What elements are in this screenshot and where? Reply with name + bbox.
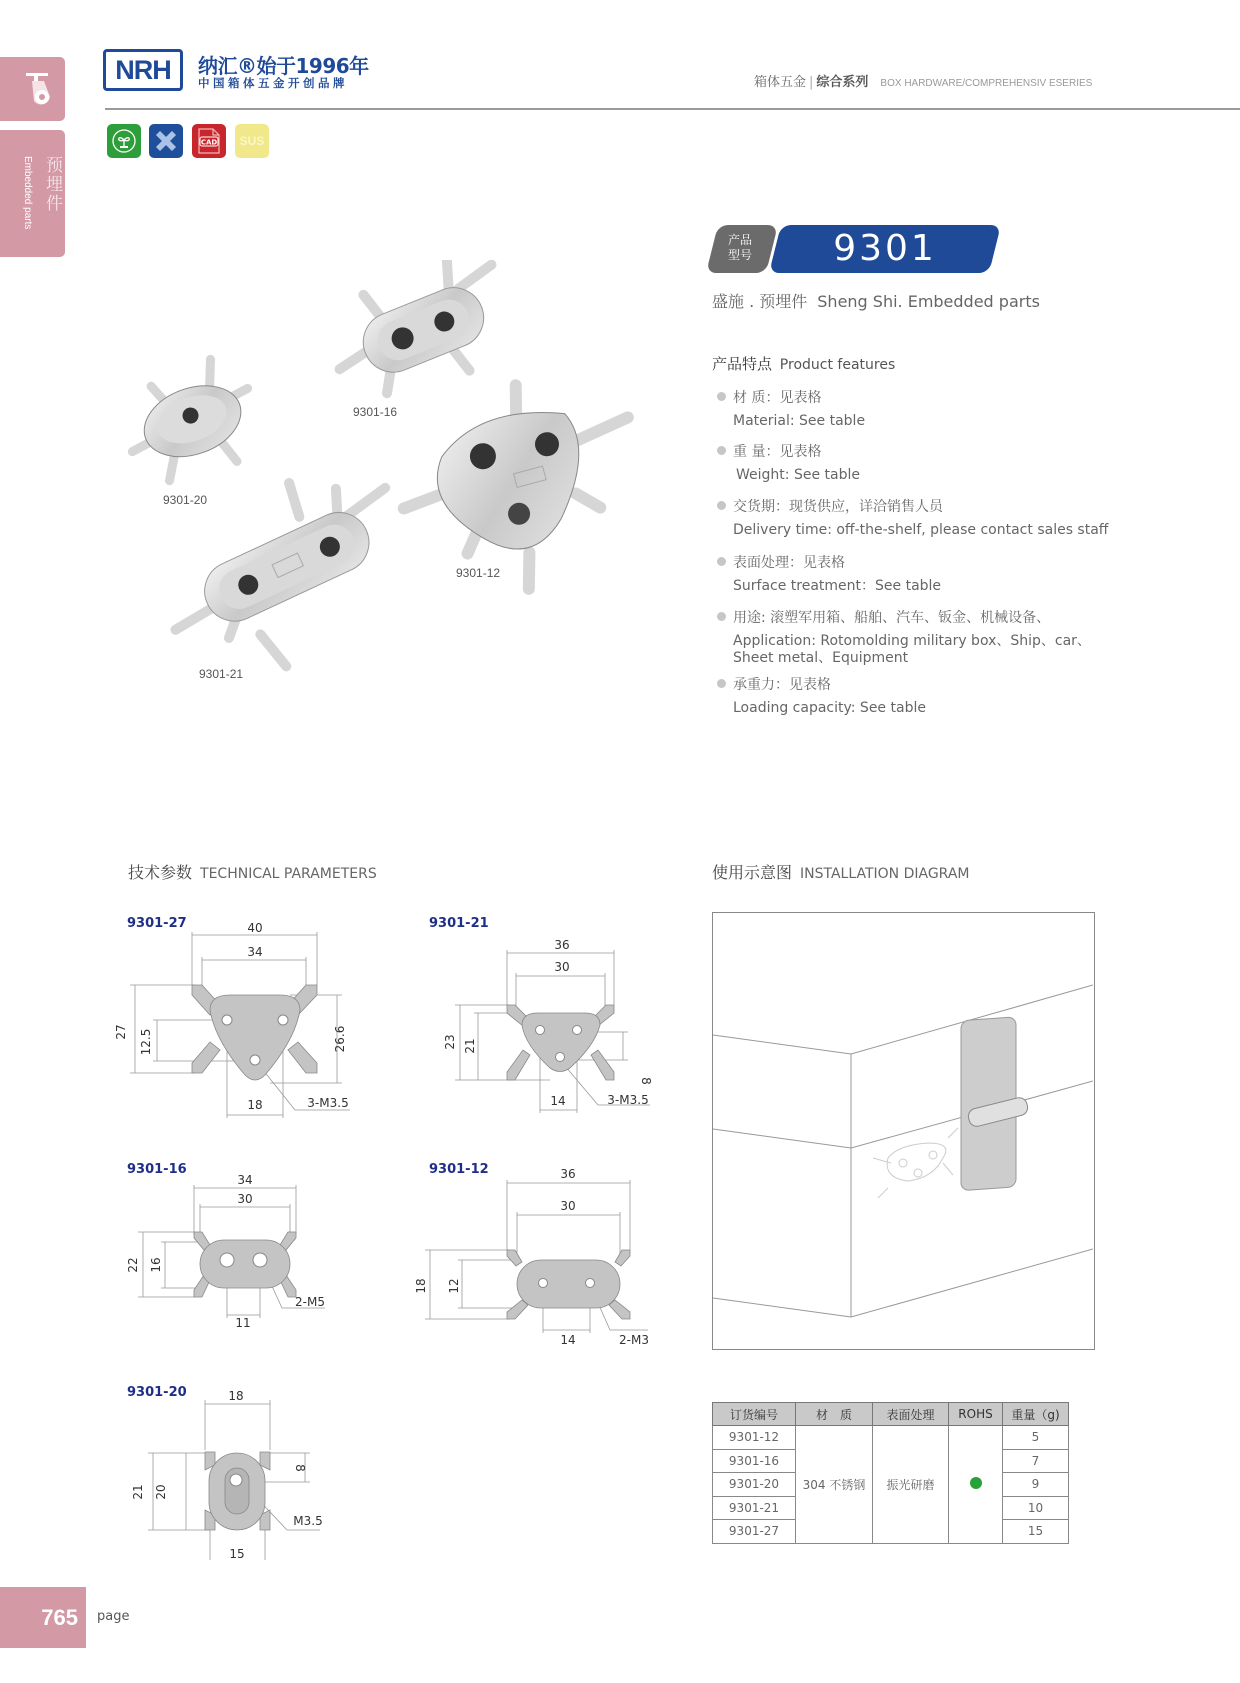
cad-file-icon (196, 127, 222, 155)
drawing-title-9301-12: 9301-12 (429, 1162, 489, 1177)
svg-text:26.6: 26.6 (333, 1025, 347, 1053)
svg-text:2-M3: 2-M3 (619, 1333, 649, 1347)
svg-text:14: 14 (560, 1333, 576, 1347)
installation-diagram-title: 使用示意图 INSTALLATION DIAGRAM (712, 863, 970, 882)
dims-9301-12 (414, 1167, 649, 1347)
order-code: 9301-12 (713, 1426, 796, 1450)
order-code: 9301-20 (713, 1473, 796, 1497)
product-label-9301-20: 9301-20 (163, 493, 208, 507)
col-weight: 重量（g) (1003, 1403, 1069, 1426)
features-title: 产品特点 Product features (712, 355, 896, 373)
drawing-title-9301-27: 9301-27 (127, 916, 187, 931)
svg-text:16: 16 (149, 1257, 163, 1273)
feature-loading: 承重力：见表格 Loading capacity: See table (717, 674, 926, 717)
installation-diagram (712, 912, 1095, 1350)
svg-text:40: 40 (247, 921, 263, 935)
caster-wheel-icon (24, 71, 54, 107)
product-9301-16-image (317, 260, 525, 416)
svg-text:8: 8 (293, 1464, 307, 1472)
page-label: page (97, 1609, 130, 1624)
weight: 9 (1003, 1473, 1069, 1497)
svg-text:CAD: CAD (200, 138, 218, 147)
product-9301-21-image (140, 447, 436, 690)
design-badge (149, 124, 183, 158)
product-9301-12-image (380, 359, 664, 614)
svg-text:22: 22 (126, 1257, 140, 1273)
svg-text:12: 12 (447, 1278, 461, 1294)
series-name: 综合系列 (816, 75, 869, 90)
weight: 5 (1003, 1426, 1069, 1450)
weight: 10 (1003, 1496, 1069, 1520)
series-english: BOX HARDWARE/COMPREHENSIV ESERIES (880, 78, 1093, 89)
rohs-cell (949, 1426, 1003, 1544)
product-label-9301-12: 9301-12 (456, 566, 501, 580)
product-label-9301-16: 9301-16 (353, 405, 398, 419)
surface-cell: 振光研磨 (873, 1426, 949, 1544)
brand-name: 纳汇®始于1996年 (198, 54, 369, 78)
rohs-indicator-icon (970, 1477, 982, 1489)
svg-text:18: 18 (247, 1098, 263, 1112)
technical-parameters-title: 技术参数 TECHNICAL PARAMETERS (128, 863, 377, 882)
svg-text:M3.5: M3.5 (293, 1514, 323, 1528)
sus-label: SUS (239, 134, 265, 148)
svg-text:30: 30 (237, 1192, 253, 1206)
plant-icon (111, 128, 137, 154)
svg-text:34: 34 (237, 1173, 253, 1187)
header-divider (105, 108, 1240, 110)
svg-text:20: 20 (154, 1484, 168, 1500)
svg-text:8: 8 (639, 1077, 653, 1085)
svg-text:2-M5: 2-M5 (295, 1295, 325, 1309)
feature-surface: 表面处理：见表格 Surface treatment：See table (717, 552, 941, 595)
col-order-code: 订货编号 (713, 1403, 796, 1426)
technical-drawings (110, 920, 670, 1580)
series-category: 箱体五金 (754, 75, 807, 90)
series-separator: | (809, 75, 814, 90)
svg-text:30: 30 (554, 960, 570, 974)
svg-text:3-M3.5: 3-M3.5 (307, 1096, 349, 1110)
feature-material: 材 质：见表格 Material: See table (717, 387, 865, 430)
feature-delivery: 交货期：现货供应，详洽销售人员 Delivery time: off-the-shelf, please contact sales staff (717, 496, 1108, 539)
page-number: 765 (0, 1587, 86, 1648)
feature-application: 用途: 滚塑军用箱、船舶、汽车、钣金、机械设备、 Application: Rotomolding military box、Ship、car、 Sheet metal、Equipment (717, 607, 1091, 667)
svg-text:23: 23 (443, 1034, 457, 1050)
hinge-icon (961, 1017, 1029, 1191)
spec-table (712, 1402, 1069, 1544)
drawing-title-9301-20: 9301-20 (127, 1385, 187, 1400)
svg-text:27: 27 (114, 1024, 128, 1040)
product-subtitle: 盛施 . 预埋件 Sheng Shi. Embedded parts (712, 292, 1040, 311)
svg-text:15: 15 (229, 1547, 245, 1561)
sidebar-label-en: Embedded parts (22, 156, 33, 230)
material-cell: 304 不锈钢 (796, 1426, 873, 1544)
model-tag-label: 产品 型号 (727, 233, 752, 262)
svg-text:21: 21 (131, 1484, 145, 1500)
pencil-ruler-icon (153, 128, 179, 154)
sus-badge (235, 124, 269, 158)
order-code: 9301-21 (713, 1496, 796, 1520)
logo-text: NRH (115, 54, 171, 85)
table-row (713, 1426, 1069, 1450)
weight: 7 (1003, 1449, 1069, 1473)
svg-text:14: 14 (550, 1094, 566, 1108)
order-code: 9301-27 (713, 1520, 796, 1544)
nrh-logo (103, 49, 183, 91)
svg-text:11: 11 (235, 1316, 251, 1330)
svg-text:36: 36 (554, 938, 570, 952)
product-label-9301-21: 9301-21 (199, 667, 244, 681)
product-9301-20-image (120, 351, 270, 494)
svg-text:3-M3.5: 3-M3.5 (607, 1093, 649, 1107)
drawing-title-9301-16: 9301-16 (127, 1162, 187, 1177)
col-material: 材 质 (796, 1403, 873, 1426)
cad-badge (192, 124, 226, 158)
product-photos (120, 260, 680, 690)
col-surface: 表面处理 (873, 1403, 949, 1426)
box-hinge-illustration (713, 913, 1093, 1348)
svg-text:12.5: 12.5 (139, 1028, 153, 1056)
rohs-badge (107, 124, 141, 158)
order-code: 9301-16 (713, 1449, 796, 1473)
series-title (754, 71, 1092, 90)
svg-text:36: 36 (560, 1167, 576, 1181)
brand-slogan: 中国箱体五金开创品牌 (198, 76, 348, 90)
feature-weight: 重 量：见表格 Weight: See table (717, 441, 860, 484)
svg-text:18: 18 (414, 1278, 428, 1294)
svg-text:21: 21 (463, 1038, 477, 1054)
svg-text:34: 34 (247, 945, 263, 959)
svg-text:30: 30 (560, 1199, 576, 1213)
sidebar-label-cn: 预埋件 (42, 156, 62, 213)
weight: 15 (1003, 1520, 1069, 1544)
sidebar-tab-casters[interactable] (0, 57, 65, 121)
col-rohs: ROHS (949, 1403, 1003, 1426)
svg-text:18: 18 (228, 1389, 244, 1403)
model-number: 9301 (833, 228, 937, 269)
drawing-title-9301-21: 9301-21 (429, 916, 489, 931)
sidebar-tab-embedded-parts[interactable] (0, 130, 65, 257)
